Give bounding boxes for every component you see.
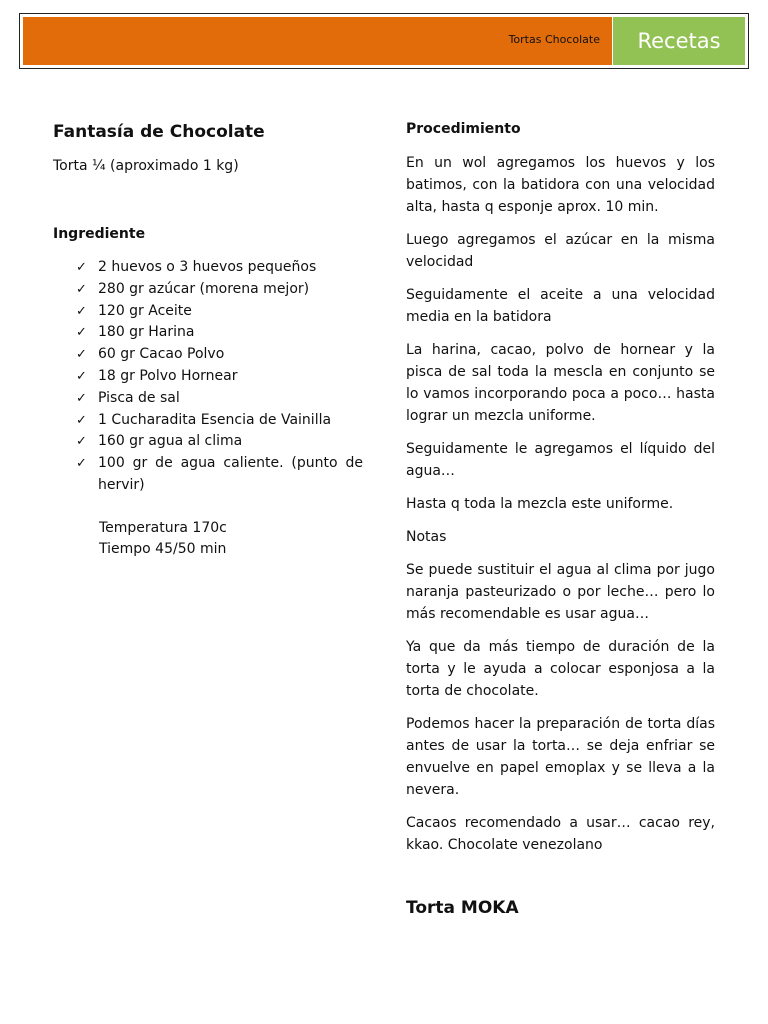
procedure-paragraph: Podemos hacer la preparación de torta días antes de usar la torta… se deja enfriar se envuelve en papel emoplax y se lleva a la nevera.: [406, 716, 715, 798]
check-icon: ✓: [76, 325, 87, 341]
procedure-paragraph: En un wol agregamos los huevos y los batimos, con la batidora con una velocidad alta, hasta q esponje aprox. 10 min.: [406, 155, 715, 215]
temperature: Temperatura 170c: [99, 519, 227, 536]
ingredient-text: 1 Cucharadita Esencia de Vainilla: [98, 411, 332, 428]
ingredient-text: 280 gr azúcar (morena mejor): [98, 280, 310, 297]
cook-info: [53, 518, 363, 560]
procedure-paragraph: Luego agregamos el azúcar en la misma velocidad: [406, 232, 715, 270]
next-recipe-title: Torta MOKA: [406, 898, 519, 918]
check-icon: ✓: [76, 368, 87, 384]
ingredient-text: 160 gr agua al clima: [98, 433, 243, 450]
ingredients-heading: Ingrediente: [53, 226, 146, 242]
header-label: Recetas: [613, 17, 745, 65]
ingredient-text: 18 gr Polvo Hornear: [98, 367, 238, 384]
ingredient-item: [53, 279, 363, 301]
check-icon: ✓: [76, 260, 87, 275]
procedure-paragraph: Seguidamente le agregamos el líquido del agua…: [406, 441, 715, 479]
procedure-paragraph: Seguidamente el aceite a una velocidad media en la batidora: [406, 287, 715, 325]
check-icon: ✓: [76, 434, 87, 450]
check-icon: ✓: [76, 303, 87, 319]
procedure-paragraph: La harina, cacao, polvo de hornear y la pisca de sal toda la mescla en conjunto se lo vamos incorporando poca a poco… hasta lograr un mezcla uniforme.: [406, 342, 715, 424]
procedure-paragraph: Cacaos recomendado a usar… cacao rey, kkao. Chocolate venezolano: [406, 815, 715, 853]
left-column: [53, 120, 363, 560]
ingredient-item: [53, 366, 363, 388]
procedure-heading: Procedimiento: [406, 121, 521, 137]
ingredient-list: [53, 257, 363, 497]
ingredient-item: [53, 301, 363, 323]
procedure-text: [406, 152, 715, 856]
header-section-title: Tortas Chocolate: [508, 33, 600, 46]
ingredient-item: [53, 344, 363, 366]
ingredient-item: [53, 410, 363, 432]
ingredient-text: 120 gr Aceite: [98, 302, 192, 319]
ingredient-text: Pisca de sal: [98, 389, 180, 406]
recipe-subtitle: Torta ¼ (aproximado 1 kg): [53, 158, 239, 174]
procedure-paragraph: Hasta q toda la mezcla este uniforme.: [406, 496, 674, 512]
ingredient-text: 60 gr Cacao Polvo: [98, 346, 225, 363]
procedure-paragraph: Se puede sustituir el agua al clima por jugo naranja pasteurizado o por leche… pero lo más recomendable es usar agua…: [406, 562, 715, 622]
check-icon: ✓: [76, 412, 87, 428]
check-icon: ✓: [76, 456, 87, 472]
ingredient-text: 180 gr Harina: [98, 324, 195, 341]
ingredient-item: [53, 257, 363, 279]
check-icon: ✓: [76, 347, 87, 363]
recipe-title: Fantasía de Chocolate: [53, 122, 265, 142]
ingredient-text: 100 gr de agua caliente. (punto de hervir): [98, 455, 363, 493]
ingredient-item: [53, 322, 363, 344]
ingredient-item: [53, 431, 363, 453]
bake-time: Tiempo 45/50 min: [99, 540, 227, 557]
check-icon: ✓: [76, 390, 87, 406]
procedure-paragraph: Notas: [406, 529, 447, 545]
right-column: [406, 119, 715, 920]
header-bar: [23, 17, 612, 65]
ingredient-item: [53, 388, 363, 410]
check-icon: ✓: [76, 281, 87, 297]
procedure-paragraph: Ya que da más tiempo de duración de la torta y le ayuda a colocar esponjosa a la torta de chocolate.: [406, 639, 715, 699]
ingredient-text: 2 huevos o 3 huevos pequeños: [98, 259, 317, 275]
ingredient-item: [53, 453, 363, 497]
